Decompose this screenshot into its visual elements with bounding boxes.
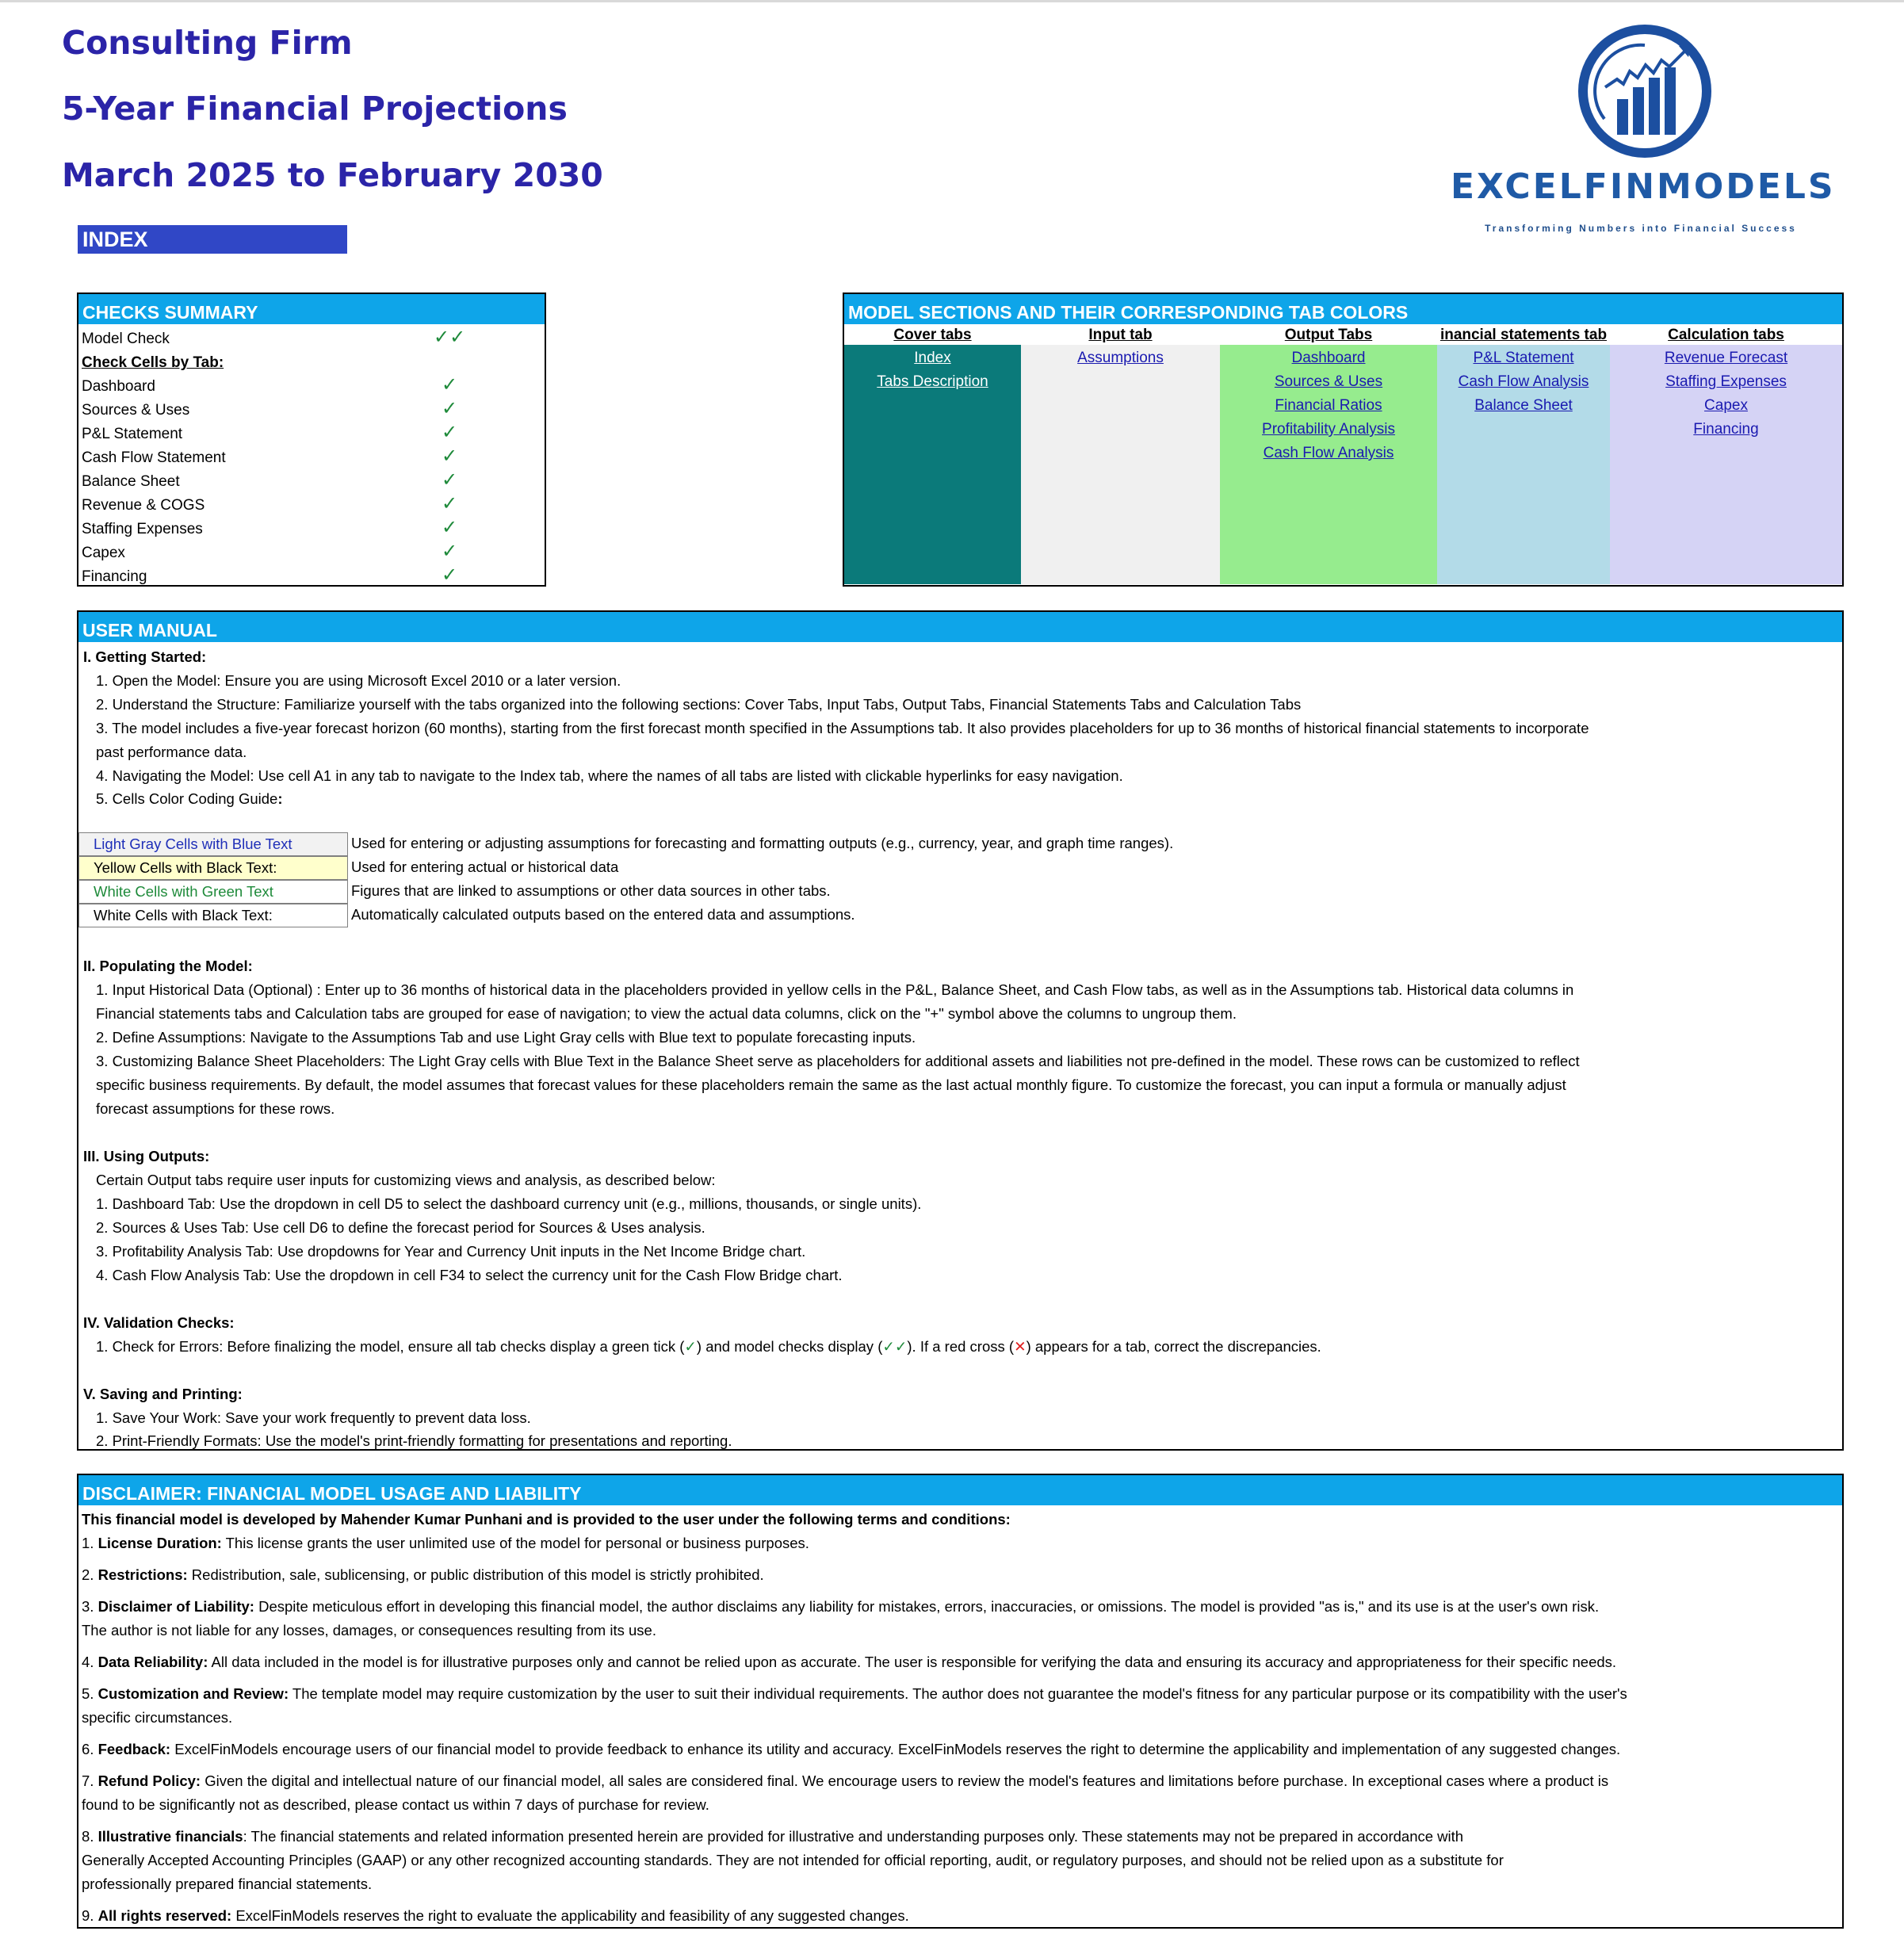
- green-tick-icon: ✓: [442, 445, 458, 467]
- item-number: 5.: [82, 1685, 98, 1702]
- item-heading: Refund Policy:: [97, 1772, 201, 1789]
- manual-line: Financial statements tabs and Calculation tabs are grouped for ease of navigation; to view the actual data columns, click on the "+" symbol above the columns to ungroup them.: [96, 1005, 1237, 1022]
- item-heading: Feedback:: [97, 1741, 171, 1757]
- validation-text: ). If a red cross (: [907, 1338, 1015, 1355]
- saving-heading: V. Saving and Printing:: [83, 1386, 243, 1402]
- disclaimer-item: [82, 1828, 1463, 1845]
- getting-started-heading: I. Getting Started:: [83, 648, 207, 665]
- color-guide-description: Used for entering actual or historical data: [351, 858, 619, 875]
- manual-line: 2. Print-Friendly Formats: Use the model's print-friendly formatting for presentations and reporting.: [96, 1432, 732, 1449]
- tab-group-column: [1220, 345, 1437, 584]
- tab-link[interactable]: Balance Sheet: [1474, 397, 1573, 414]
- tab-group-header: Output Tabs: [1284, 327, 1373, 343]
- manual-line: 1. Input Historical Data (Optional) : Enter up to 36 months of historical data in the placeholders provided in yellow cells in the P&L, Balance Sheet, and Cash Flow tabs, as well as in the Assumptions tab. Historical data columns in: [96, 981, 1574, 998]
- item-number: 7.: [82, 1772, 98, 1789]
- color-guide-heading-colon: :: [277, 790, 283, 807]
- check-row-label: Staffing Expenses: [82, 521, 203, 537]
- green-tick-icon: ✓: [442, 564, 458, 586]
- green-tick-icon: ✓: [442, 398, 458, 419]
- check-row-label: P&L Statement: [82, 426, 183, 442]
- green-tick-icon: ✓: [684, 1338, 697, 1355]
- populating-heading: II. Populating the Model:: [83, 958, 253, 974]
- tab-link[interactable]: Tabs Description: [877, 373, 988, 390]
- item-number: 4.: [82, 1654, 98, 1670]
- manual-line: 1. Save Your Work: Save your work frequently to prevent data loss.: [96, 1409, 531, 1426]
- green-tick-icon: ✓: [442, 493, 458, 514]
- tab-group-header: Calculation tabs: [1668, 327, 1784, 343]
- tab-link[interactable]: Sources & Uses: [1274, 373, 1383, 390]
- check-row-label: Capex: [82, 545, 125, 561]
- tab-group-header: Cover tabs: [893, 327, 972, 343]
- item-text: Given the digital and intellectual nature of our financial model, all sales are considered final. We encourage users to review the model's features and limitations before purchase. In exceptional cases where a product is: [201, 1772, 1609, 1789]
- validation-line: [96, 1338, 1321, 1356]
- disclaimer-item-cont: specific circumstances.: [82, 1709, 233, 1726]
- manual-line: 3. Profitability Analysis Tab: Use dropdowns for Year and Currency Unit inputs in the Net Income Bridge chart.: [96, 1243, 806, 1260]
- index-label: INDEX: [78, 225, 347, 254]
- color-guide-heading: [96, 790, 282, 808]
- model-sections-panel: [843, 293, 1844, 587]
- tab-link[interactable]: Financing: [1693, 421, 1759, 438]
- check-row-label: Dashboard: [82, 378, 155, 395]
- color-coding-guide: [78, 832, 1743, 931]
- model-check-label: Model Check: [82, 331, 170, 347]
- tab-group-column: [1437, 345, 1610, 584]
- green-tick-icon: ✓: [442, 517, 458, 538]
- disclaimer-item: [82, 1685, 1627, 1703]
- manual-line: 4. Navigating the Model: Use cell A1 in any tab to navigate to the Index tab, where the names of all tabs are listed with clickable hyperlinks for easy navigation.: [96, 767, 1123, 784]
- disclaimer-item: [82, 1535, 809, 1552]
- manual-line: 1. Open the Model: Ensure you are using Microsoft Excel 2010 or a later version.: [96, 672, 621, 689]
- manual-line: 1. Dashboard Tab: Use the dropdown in cell D5 to select the dashboard currency unit (e.g., millions, thousands, or single units).: [96, 1195, 922, 1212]
- user-manual-title: USER MANUAL: [78, 612, 1842, 642]
- top-border: [0, 0, 1904, 2]
- color-guide-heading-text: 5. Cells Color Coding Guide: [96, 790, 278, 807]
- validation-heading: IV. Validation Checks:: [83, 1314, 235, 1331]
- item-text: ExcelFinModels encourage users of our financial model to provide feedback to enhance its utility and accuracy. ExcelFinModels reserves the right to determine the applicability and implementation of any suggested changes.: [170, 1741, 1621, 1757]
- color-guide-description: Automatically calculated outputs based on the entered data and assumptions.: [351, 906, 855, 923]
- check-row-label: Balance Sheet: [82, 473, 180, 490]
- color-guide-description: Used for entering or adjusting assumptions for forecasting and formatting outputs (e.g., currency, year, and graph time ranges).: [351, 835, 1174, 851]
- company-name: Consulting Firm: [62, 24, 353, 62]
- color-guide-description: Figures that are linked to assumptions or other data sources in other tabs.: [351, 882, 831, 899]
- item-number: 3.: [82, 1598, 98, 1615]
- check-row-label: Sources & Uses: [82, 402, 190, 419]
- item-text: All data included in the model is for illustrative purposes only and cannot be relied upon as accurate. The user is responsible for verifying the data and ensuring its accuracy and appropriateness for their specific needs.: [208, 1654, 1617, 1670]
- manual-line: past performance data.: [96, 744, 247, 760]
- item-heading: All rights reserved:: [97, 1907, 232, 1924]
- tab-link[interactable]: Revenue Forecast: [1664, 350, 1788, 366]
- color-guide-cell: White Cells with Green Text: [78, 880, 348, 904]
- item-heading: Customization and Review:: [97, 1685, 289, 1702]
- item-number: 9.: [82, 1907, 98, 1924]
- tab-link[interactable]: Financial Ratios: [1275, 397, 1382, 414]
- item-text: Despite meticulous effort in developing this financial model, the author disclaims any liability for mistakes, errors, inaccuracies, or omissions. The model is provided "as is," and its use is at the user's own risk.: [254, 1598, 1600, 1615]
- item-text: : The financial statements and related information presented herein are provided for illustrative and understanding purposes only. These statements may not be prepared in accordance with: [243, 1828, 1464, 1845]
- checks-summary-title: CHECKS SUMMARY: [78, 294, 545, 324]
- item-heading: Data Reliability:: [97, 1654, 208, 1670]
- item-text: ExcelFinModels reserves the right to evaluate the applicability and feasibility of any suggested changes.: [231, 1907, 909, 1924]
- double-green-tick-icon: ✓✓: [882, 1338, 908, 1355]
- item-heading: Illustrative financials: [97, 1828, 243, 1845]
- item-heading: License Duration:: [97, 1535, 222, 1551]
- validation-text: ) appears for a tab, correct the discrepancies.: [1026, 1338, 1321, 1355]
- green-tick-icon: ✓: [442, 422, 458, 443]
- tab-link[interactable]: Profitability Analysis: [1262, 421, 1395, 438]
- item-heading: Restrictions:: [97, 1566, 188, 1583]
- logo-tagline: Transforming Numbers into Financial Success: [1485, 223, 1797, 234]
- excelfinmodels-logo: [1451, 24, 1836, 239]
- user-manual-panel: [77, 610, 1844, 1451]
- tab-link[interactable]: P&L Statement: [1473, 350, 1574, 366]
- manual-line: 2. Sources & Uses Tab: Use cell D6 to define the forecast period for Sources & Uses analysis.: [96, 1219, 705, 1236]
- manual-line: 4. Cash Flow Analysis Tab: Use the dropdown in cell F34 to select the currency unit for the Cash Flow Bridge chart.: [96, 1267, 843, 1283]
- disclaimer-title: DISCLAIMER: FINANCIAL MODEL USAGE AND LIABILITY: [78, 1475, 1842, 1505]
- disclaimer-item: [82, 1566, 764, 1584]
- item-text: This license grants the user unlimited use of the model for personal or business purposes.: [221, 1535, 809, 1551]
- color-guide-cell: Yellow Cells with Black Text:: [78, 856, 348, 880]
- tab-link[interactable]: Index: [914, 350, 951, 366]
- tab-link[interactable]: Cash Flow Analysis: [1458, 373, 1589, 390]
- item-heading: Disclaimer of Liability:: [97, 1598, 254, 1615]
- report-period: March 2025 to February 2030: [62, 156, 603, 194]
- tab-link[interactable]: Dashboard: [1291, 350, 1366, 366]
- validation-text: 1. Check for Errors: Before finalizing the model, ensure all tab checks display a green tick (: [96, 1338, 685, 1355]
- logo-wordmark: EXCELFINMODELS: [1451, 166, 1836, 207]
- item-text: The template model may require customization by the user to suit their individual requirements. The author does not guarantee the model's fitness for any particular purpose or its compatibility with the user's: [289, 1685, 1627, 1702]
- tab-group-header: inancial statements tab: [1439, 327, 1608, 343]
- check-cells-by-tab-label: Check Cells by Tab:: [82, 354, 224, 371]
- disclaimer-item: [82, 1654, 1616, 1671]
- green-tick-icon: ✓: [442, 541, 458, 562]
- validation-text: ) and model checks display (: [696, 1338, 883, 1355]
- disclaimer-item-cont: professionally prepared financial statements.: [82, 1876, 373, 1892]
- check-row-label: Cash Flow Statement: [82, 449, 226, 466]
- color-guide-cell: Light Gray Cells with Blue Text: [78, 832, 348, 856]
- green-tick-icon: ✓: [442, 374, 458, 396]
- tab-link[interactable]: Capex: [1704, 397, 1748, 414]
- model-check-double-tick-icon: ✓✓: [434, 327, 466, 348]
- manual-line: specific business requirements. By default, the model assumes that forecast values for these placeholders remain the same as the last actual monthly figure. To customize the forecast, you can input a formula or manually adjust: [96, 1076, 1566, 1093]
- manual-line: 2. Define Assumptions: Navigate to the Assumptions Tab and use Light Gray cells with Blue text to populate forecasting inputs.: [96, 1029, 916, 1046]
- disclaimer-item-cont: found to be significantly not as described, please contact us within 7 days of purchase for review.: [82, 1796, 709, 1813]
- tab-group-column: [1610, 345, 1842, 584]
- disclaimer-item-cont: The author is not liable for any losses, damages, or consequences resulting from its use.: [82, 1622, 656, 1639]
- color-guide-cell: White Cells with Black Text:: [78, 904, 348, 927]
- manual-line: Certain Output tabs require user inputs for customizing views and analysis, as described below:: [96, 1172, 716, 1188]
- tab-group-column: [844, 345, 1021, 584]
- tab-link[interactable]: Staffing Expenses: [1665, 373, 1787, 390]
- disclaimer-panel: [77, 1474, 1844, 1929]
- item-number: 8.: [82, 1828, 98, 1845]
- disclaimer-item: [82, 1598, 1599, 1616]
- disclaimer-item: [82, 1741, 1620, 1758]
- disclaimer-intro: This financial model is developed by Mahender Kumar Punhani and is provided to the user under the following terms and conditions:: [82, 1511, 1011, 1528]
- disclaimer-item-cont: Generally Accepted Accounting Principles (GAAP) or any other recognized accounting standards. They are not intended for official reporting, audit, or regulatory purposes, and should not be relied upon as a substitute for: [82, 1852, 1504, 1868]
- logo-chart-icon: [1577, 24, 1712, 159]
- red-cross-icon: ✕: [1014, 1338, 1027, 1355]
- item-number: 1.: [82, 1535, 98, 1551]
- tab-group-column: [1021, 345, 1220, 584]
- disclaimer-item: [82, 1772, 1608, 1790]
- item-text: Redistribution, sale, sublicensing, or public distribution of this model is strictly prohibited.: [187, 1566, 764, 1583]
- manual-line: 2. Understand the Structure: Familiarize yourself with the tabs organized into the following sections: Cover Tabs, Input Tabs, Output Tabs, Financial Statements Tabs and Calculation Tabs: [96, 696, 1302, 713]
- item-number: 6.: [82, 1741, 98, 1757]
- tab-link[interactable]: Cash Flow Analysis: [1263, 445, 1394, 461]
- disclaimer-item: [82, 1907, 909, 1925]
- checks-summary-panel: [77, 293, 546, 587]
- item-number: 2.: [82, 1566, 98, 1583]
- check-row-label: Revenue & COGS: [82, 497, 205, 514]
- manual-line: 3. The model includes a five-year forecast horizon (60 months), starting from the first forecast month specified in the Assumptions tab. It also provides placeholders for up to 36 months of historical financial statements to incorporate: [96, 720, 1589, 736]
- check-row-label: Financing: [82, 568, 147, 585]
- report-title: 5-Year Financial Projections: [62, 90, 568, 128]
- manual-line: 3. Customizing Balance Sheet Placeholders: The Light Gray cells with Blue Text in the Balance Sheet serve as placeholders for additional assets and liabilities not pre-defined in the model. These rows can be customized to reflect: [96, 1053, 1580, 1069]
- green-tick-icon: ✓: [442, 469, 458, 491]
- tab-link[interactable]: Assumptions: [1077, 350, 1164, 366]
- manual-line: forecast assumptions for these rows.: [96, 1100, 335, 1117]
- tab-group-header: Input tab: [1088, 327, 1153, 343]
- using-outputs-heading: III. Using Outputs:: [83, 1148, 210, 1164]
- model-sections-title: MODEL SECTIONS AND THEIR CORRESPONDING TAB COLORS: [844, 294, 1842, 324]
